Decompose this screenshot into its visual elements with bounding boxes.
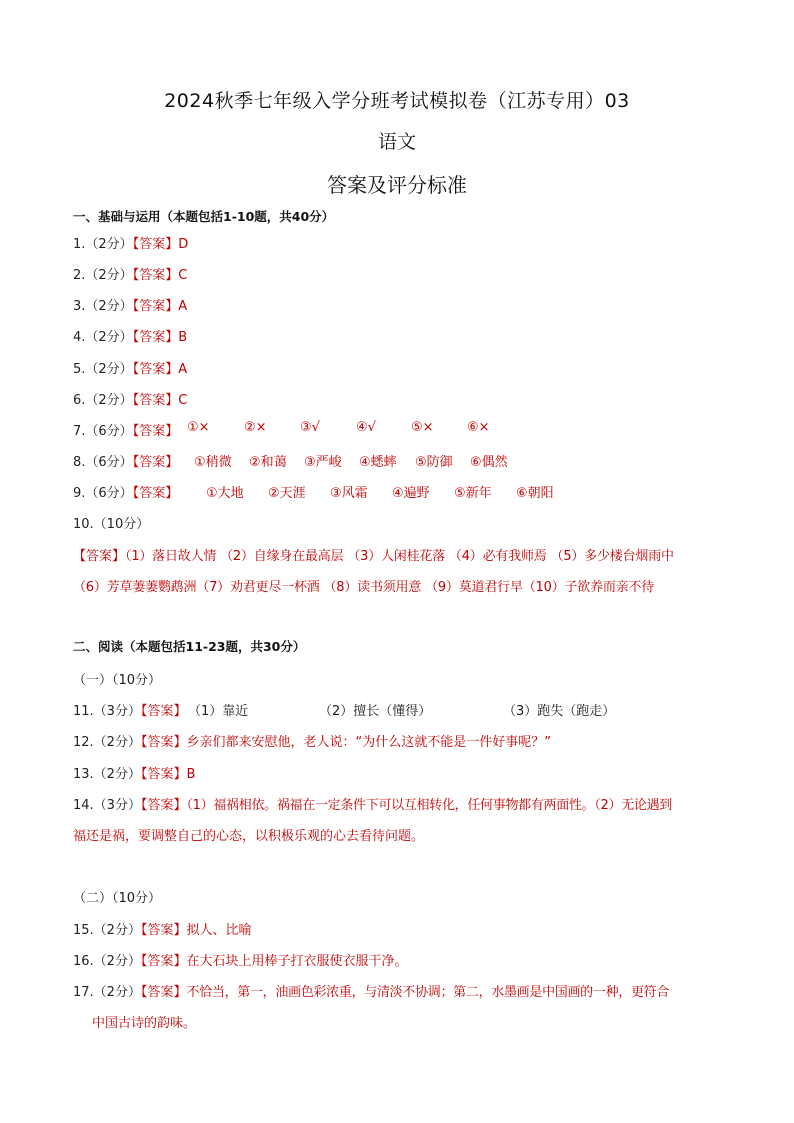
answer-part: ②和蔼 <box>249 455 287 470</box>
answer-text: 乡亲们都来安慰他，老人说：“为什么这就不能是一件好事呢？” <box>186 735 551 750</box>
question-number: 11.（3分） <box>73 704 141 719</box>
answer-line-1 <box>73 233 188 252</box>
answer-line-7 <box>73 420 490 439</box>
answer-tag: 【答案】 <box>140 735 187 750</box>
answer-tag: 【答案】 <box>132 268 179 283</box>
answer-line-10a <box>73 545 674 564</box>
answer-text: 中国古诗的韵味。 <box>92 1016 197 1031</box>
answer-line-17a <box>73 981 669 1000</box>
answer-part: ④遍野 <box>392 486 430 501</box>
answer-part: ⑤× <box>411 420 434 435</box>
answer-tag: 【答案】 <box>132 237 179 252</box>
answer-part: ⑥偶然 <box>470 455 508 470</box>
answer-text: 在大石块上用棒子打衣服使衣服干净。 <box>186 954 408 969</box>
answer-text: 福还是祸，要调整自己的心态，以积极乐观的心去看待问题。 <box>73 829 425 844</box>
question-number: 12.（2分） <box>73 735 141 750</box>
answer-part: ②× <box>244 420 267 435</box>
page-title: 2024秋季七年级入学分班考试模拟卷（江苏专用）03 <box>164 90 630 112</box>
answer-text: 拟人、比喻 <box>186 923 252 938</box>
question-number: 14.（3分） <box>73 798 141 813</box>
answer-text: 不恰当，第一，油画色彩浓重，与清淡不协调；第二，水墨画是中国画的一种，更符合 <box>186 985 670 1000</box>
answer-part: ②天涯 <box>268 486 306 501</box>
question-number: 1.（2分） <box>73 237 133 252</box>
answer-tag: 【答案】 <box>140 954 187 969</box>
question-number: 9.（6分） <box>73 486 133 501</box>
answer-part: ⑥朝阳 <box>516 486 554 501</box>
answer-line-10b <box>73 576 654 595</box>
question-number: 15.（2分） <box>73 923 141 938</box>
question-number: 6.（2分） <box>73 393 133 408</box>
answer-part: ③风霜 <box>330 486 368 501</box>
answer-line-6 <box>73 389 187 408</box>
answer-line-16 <box>73 950 407 969</box>
answer-part: ①大地 <box>206 486 244 501</box>
answer-subtitle: 答案及评分标准 <box>327 173 467 197</box>
answer-tag: 【答案】 <box>132 486 179 501</box>
answer-tag: 【答案】 <box>132 424 179 439</box>
answer-part: （3）跑失（跑走） <box>503 704 616 719</box>
answer-text: C <box>178 393 188 408</box>
answer-part: ③√ <box>300 420 320 435</box>
answer-line-12 <box>73 731 551 750</box>
question-number: 17.（2分） <box>73 985 141 1000</box>
answer-text: B <box>178 330 188 345</box>
answer-tag: 【答案】 <box>140 798 187 813</box>
answer-line-14a <box>73 794 672 813</box>
section2-heading: 二、阅读（本题包括11-23题，共30分） <box>73 639 306 654</box>
answer-line-11 <box>73 700 616 719</box>
question-number: 5.（2分） <box>73 362 133 377</box>
question-number: 13.（2分） <box>73 767 141 782</box>
question-number: 16.（2分） <box>73 954 141 969</box>
answer-tag: 【答案】 <box>132 330 179 345</box>
answer-text: C <box>178 268 188 283</box>
subject-title: 语文 <box>377 131 416 153</box>
answer-tag: 【答案】 <box>140 923 187 938</box>
answer-line-2 <box>73 264 187 283</box>
question-number: 2.（2分） <box>73 268 133 283</box>
answer-tag: 【答案】 <box>132 299 179 314</box>
answer-part: ④蟋蟀 <box>359 455 397 470</box>
question-number: 8.（6分） <box>73 455 133 470</box>
answer-line-9 <box>73 482 554 501</box>
answer-tag: 【答案】 <box>140 767 187 782</box>
answer-text: （1）福祸相依。祸福在一定条件下可以互相转化，任何事物都有两面性。（2）无论遇到 <box>186 798 673 813</box>
answer-part: ⑤新年 <box>454 486 492 501</box>
answer-text: B <box>186 767 196 782</box>
answer-line-3 <box>73 295 187 314</box>
answer-part: ⑥× <box>467 420 490 435</box>
section1-heading: 一、基础与运用（本题包括1-10题，共40分） <box>73 209 335 224</box>
answer-text: （1）落日故人情 （2）自缘身在最高层 （3）人闲桂花落 （4）必有我师焉 （5）多少楼台烟雨中 <box>125 549 674 564</box>
answer-part: ④√ <box>356 420 376 435</box>
answer-part: ⑤防御 <box>415 455 453 470</box>
answer-tag: 【答案】 <box>140 985 187 1000</box>
answer-line-5 <box>73 358 187 377</box>
answer-part: ①× <box>187 420 210 435</box>
answer-part: ①稍微 <box>194 455 232 470</box>
reading-part-1: （一）（10分） <box>73 673 162 688</box>
answer-line-4 <box>73 326 187 345</box>
answer-line-8 <box>73 451 508 470</box>
answer-text: A <box>178 299 188 314</box>
answer-text: D <box>178 237 189 252</box>
answer-part: （1）靠近 <box>188 704 249 719</box>
answer-line-17b <box>92 1012 196 1031</box>
answer-line-10-prefix <box>73 513 149 532</box>
answer-tag: 【答案】 <box>132 393 179 408</box>
reading-part-2: （二）（10分） <box>73 891 162 906</box>
answer-line-13 <box>73 763 195 782</box>
answer-tag: 【答案】 <box>73 549 126 564</box>
answer-tag: 【答案】 <box>132 362 179 377</box>
answer-part: （2）擅长（懂得） <box>319 704 432 719</box>
question-number: 10.（10分） <box>73 517 150 532</box>
question-number: 4.（2分） <box>73 330 133 345</box>
answer-text: （6）芳草萋萋鹦鹉洲（7）劝君更尽一杯酒 （8）读书须用意 （9）莫道君行早（10）子欲养而亲不待 <box>73 580 655 595</box>
question-number: 3.（2分） <box>73 299 133 314</box>
answer-tag: 【答案】 <box>132 455 179 470</box>
answer-text: A <box>178 362 188 377</box>
answer-line-15 <box>73 919 251 938</box>
answer-tag: 【答案】 <box>140 704 187 719</box>
answer-line-14b <box>73 825 424 844</box>
answer-part: ③严峻 <box>304 455 342 470</box>
question-number: 7.（6分） <box>73 424 133 439</box>
